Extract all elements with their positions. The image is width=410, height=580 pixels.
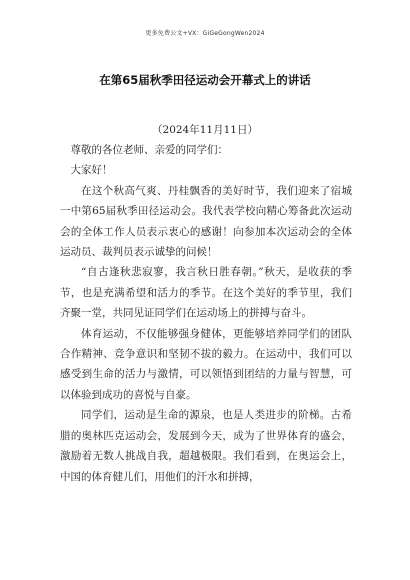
paragraph-salutation: 尊敬的各位老师、亲爱的同学们： <box>70 144 228 156</box>
paragraph-sports-value: 体育运动，不仅能够强身健体，更能够培养同学们的团队合作精神、竞争意识和坚韧不拔的毅力。在运动中，我们可以感受到生命的活力与激情，可以领悟到团结的力量与智慧，可以体验到成功的喜悦与自豪。 <box>60 327 352 401</box>
document-title: 在第65届秋季田径运动会开幕式上的讲话 <box>99 73 311 87</box>
paragraph-greeting: 大家好！ <box>70 164 113 177</box>
paragraph-olympics: 同学们，运动是生命的源泉，也是人类进步的阶梯。古希腊的奥林匹克运动会，发展到今天，成为了世界体育的盛会，激励着无数人挑战自我，超越极限。我们看到，在奥运会上，中国的体育健儿们，用他们的汗水和拼搏， <box>60 409 352 483</box>
paragraph-autumn-quote: “自古逢秋悲寂寥，我言秋日胜春朝。”秋天，是收获的季节，也是充满希望和活力的季节。在这个美好的季节里，我们齐聚一堂，共同见证同学们在运动场上的拼搏与奋斗。 <box>60 266 352 320</box>
document-date: （2024年11月11日） <box>152 124 258 136</box>
header-promo-note: 更多免费公文+VX：GiGeGongWen2024 <box>145 30 265 37</box>
document-body <box>60 140 352 487</box>
paragraph-opening: 在这个秋高气爽、丹桂飘香的美好时节，我们迎来了宿城一中第65届秋季田径运动会。我代表学校向精心筹备此次运动会的全体工作人员表示衷心的感谢！向参加本次运动会的全体运动员、裁判员表示诚挚的问候！ <box>60 184 352 259</box>
